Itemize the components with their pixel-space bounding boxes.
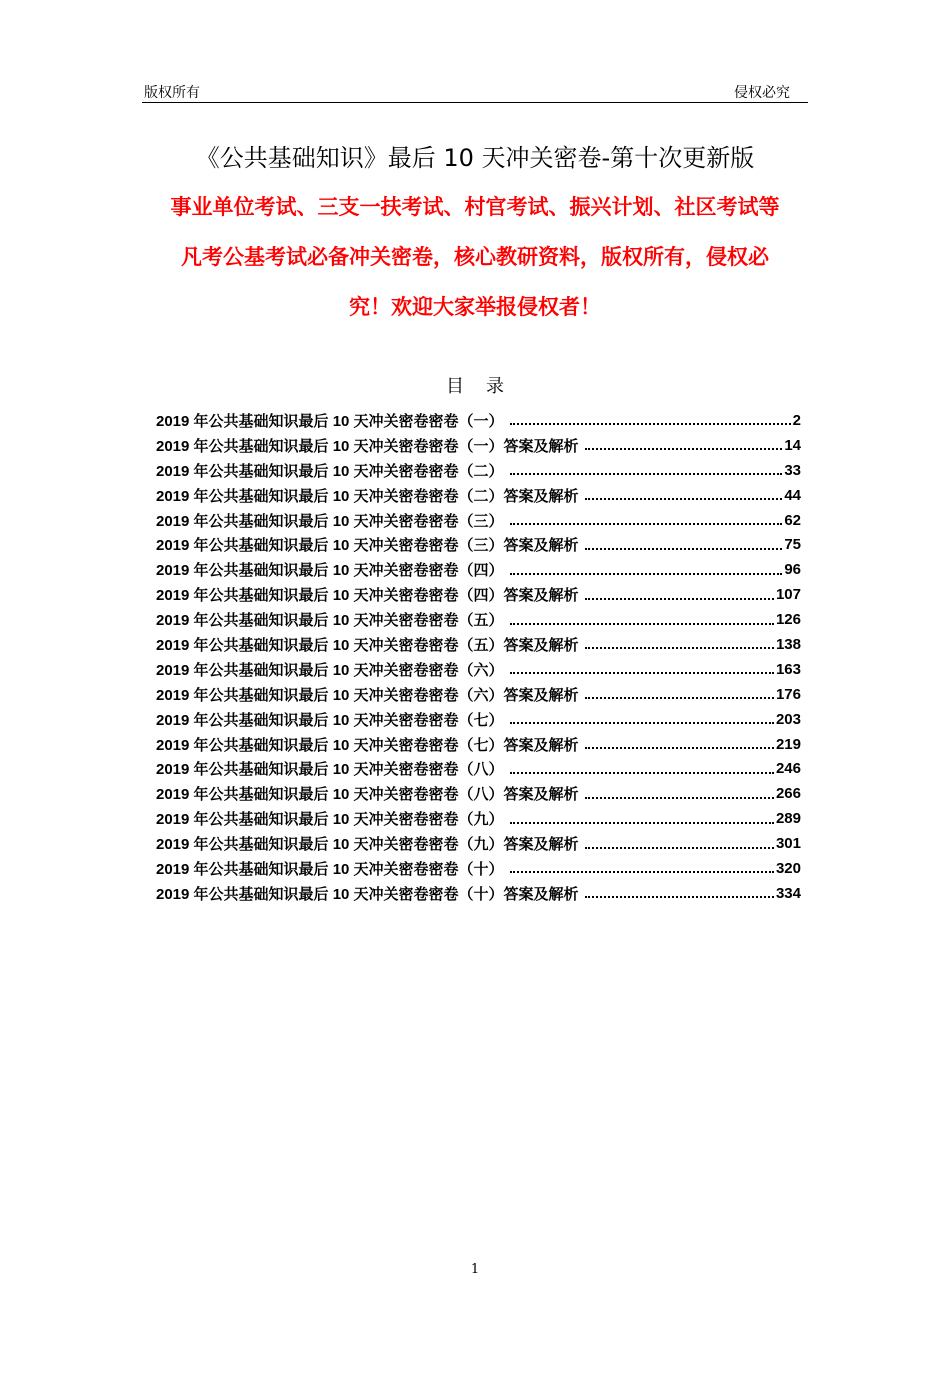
toc-entry-title: 2019 年公共基础知识最后 10 天冲关密卷密卷（一） (156, 412, 504, 430)
toc-entry[interactable] (156, 732, 801, 757)
toc-entry-page: 163 (775, 660, 801, 678)
toc-entry-title: 2019 年公共基础知识最后 10 天冲关密卷密卷（二）答案及解析 (156, 487, 579, 505)
toc-entry-title: 2019 年公共基础知识最后 10 天冲关密卷密卷（八） (156, 761, 504, 779)
toc-entry[interactable] (156, 632, 801, 657)
toc-entry[interactable] (156, 756, 801, 781)
toc-entry[interactable] (156, 483, 801, 508)
toc-entry[interactable] (156, 582, 801, 607)
page-header (142, 80, 808, 103)
toc-entry-page: 289 (775, 810, 801, 828)
toc-entry-page: 33 (784, 461, 801, 479)
toc-entry-page: 203 (775, 710, 801, 728)
toc-entry[interactable] (156, 433, 801, 458)
toc-entry[interactable] (156, 657, 801, 682)
toc-leader-dots (585, 548, 783, 550)
toc-leader-dots (510, 871, 774, 873)
toc-entry-page: 126 (775, 611, 801, 629)
toc-leader-dots (510, 772, 774, 774)
toc-entry[interactable] (156, 682, 801, 707)
toc-leader-dots (585, 847, 774, 849)
toc-entry-page: 176 (775, 685, 801, 703)
toc-leader-dots (510, 523, 783, 525)
toc-entry-title: 2019 年公共基础知识最后 10 天冲关密卷密卷（四） (156, 562, 504, 580)
toc-entry-title: 2019 年公共基础知识最后 10 天冲关密卷密卷（六） (156, 661, 504, 679)
toc-entry-title: 2019 年公共基础知识最后 10 天冲关密卷密卷（一）答案及解析 (156, 437, 579, 455)
header-right-text: 侵权必究 (734, 85, 790, 101)
toc-entry[interactable] (156, 557, 801, 582)
toc-entry[interactable] (156, 532, 801, 557)
toc-leader-dots (510, 473, 783, 475)
toc-leader-dots (585, 598, 774, 600)
document-title: 《公共基础知识》最后 10 天冲关密卷-第十次更新版 (195, 144, 755, 172)
toc-entry[interactable] (156, 881, 801, 906)
toc-leader-dots (510, 672, 774, 674)
toc-heading: 目录 (446, 376, 526, 397)
toc-leader-dots (510, 423, 791, 425)
notice-line-1: 事业单位考试、三支一扶考试、村官考试、振兴计划、社区考试等 (170, 195, 780, 219)
toc-leader-dots (585, 797, 774, 799)
toc-entry[interactable] (156, 856, 801, 881)
toc-entry[interactable] (156, 607, 801, 632)
toc-entry-page: 320 (775, 859, 801, 877)
toc-entry-page: 301 (775, 835, 801, 853)
toc-entry-page: 62 (784, 511, 801, 529)
toc-entry-title: 2019 年公共基础知识最后 10 天冲关密卷密卷（十）答案及解析 (156, 885, 579, 903)
toc-entry-title: 2019 年公共基础知识最后 10 天冲关密卷密卷（四）答案及解析 (156, 587, 579, 605)
toc-leader-dots (510, 822, 774, 824)
notice-line-3: 究！欢迎大家举报侵权者！ (349, 295, 601, 319)
toc-entry-title: 2019 年公共基础知识最后 10 天冲关密卷密卷（五） (156, 612, 504, 630)
toc-entry-page: 246 (775, 760, 801, 778)
toc-leader-dots (585, 448, 783, 450)
toc-entry-title: 2019 年公共基础知识最后 10 天冲关密卷密卷（五）答案及解析 (156, 636, 579, 654)
toc-entry-page: 14 (784, 436, 801, 454)
toc-entry-page: 44 (784, 486, 801, 504)
toc-leader-dots (585, 498, 783, 500)
toc-entry[interactable] (156, 408, 801, 433)
toc-entry-title: 2019 年公共基础知识最后 10 天冲关密卷密卷（七）答案及解析 (156, 736, 579, 754)
toc-entry[interactable] (156, 508, 801, 533)
toc-entry-title: 2019 年公共基础知识最后 10 天冲关密卷密卷（三） (156, 512, 504, 530)
toc-entry-page: 138 (775, 635, 801, 653)
toc-leader-dots (510, 623, 774, 625)
toc-entry-page: 2 (792, 411, 801, 429)
toc-leader-dots (510, 573, 783, 575)
notice-line-2: 凡考公基考试必备冲关密卷，核心教研资料，版权所有，侵权必 (181, 245, 769, 269)
toc-entry-title: 2019 年公共基础知识最后 10 天冲关密卷密卷（二） (156, 462, 504, 480)
toc-entry[interactable] (156, 707, 801, 732)
toc-entry-title: 2019 年公共基础知识最后 10 天冲关密卷密卷（十） (156, 860, 504, 878)
page-number: 1 (470, 1262, 480, 1277)
toc-entry-page: 334 (775, 884, 801, 902)
toc-leader-dots (585, 647, 774, 649)
toc-entry-page: 75 (784, 536, 801, 554)
toc-entry-page: 219 (775, 735, 801, 753)
toc-entry-title: 2019 年公共基础知识最后 10 天冲关密卷密卷（九）答案及解析 (156, 836, 579, 854)
toc-entry[interactable] (156, 806, 801, 831)
toc-entry[interactable] (156, 781, 801, 806)
toc-entry-title: 2019 年公共基础知识最后 10 天冲关密卷密卷（八）答案及解析 (156, 786, 579, 804)
toc-entry-title: 2019 年公共基础知识最后 10 天冲关密卷密卷（九） (156, 811, 504, 829)
header-left-text: 版权所有 (144, 85, 200, 101)
toc-entry[interactable] (156, 831, 801, 856)
toc-leader-dots (585, 697, 774, 699)
toc-leader-dots (585, 747, 774, 749)
toc-leader-dots (510, 722, 774, 724)
toc-entry[interactable] (156, 458, 801, 483)
toc-entry-title: 2019 年公共基础知识最后 10 天冲关密卷密卷（六）答案及解析 (156, 686, 579, 704)
toc-leader-dots (585, 896, 774, 898)
toc-entry-title: 2019 年公共基础知识最后 10 天冲关密卷密卷（七） (156, 711, 504, 729)
toc-entry-page: 107 (775, 586, 801, 604)
toc-entry-page: 266 (775, 785, 801, 803)
toc-entry-title: 2019 年公共基础知识最后 10 天冲关密卷密卷（三）答案及解析 (156, 537, 579, 555)
table-of-contents (156, 408, 801, 906)
toc-entry-page: 96 (784, 561, 801, 579)
